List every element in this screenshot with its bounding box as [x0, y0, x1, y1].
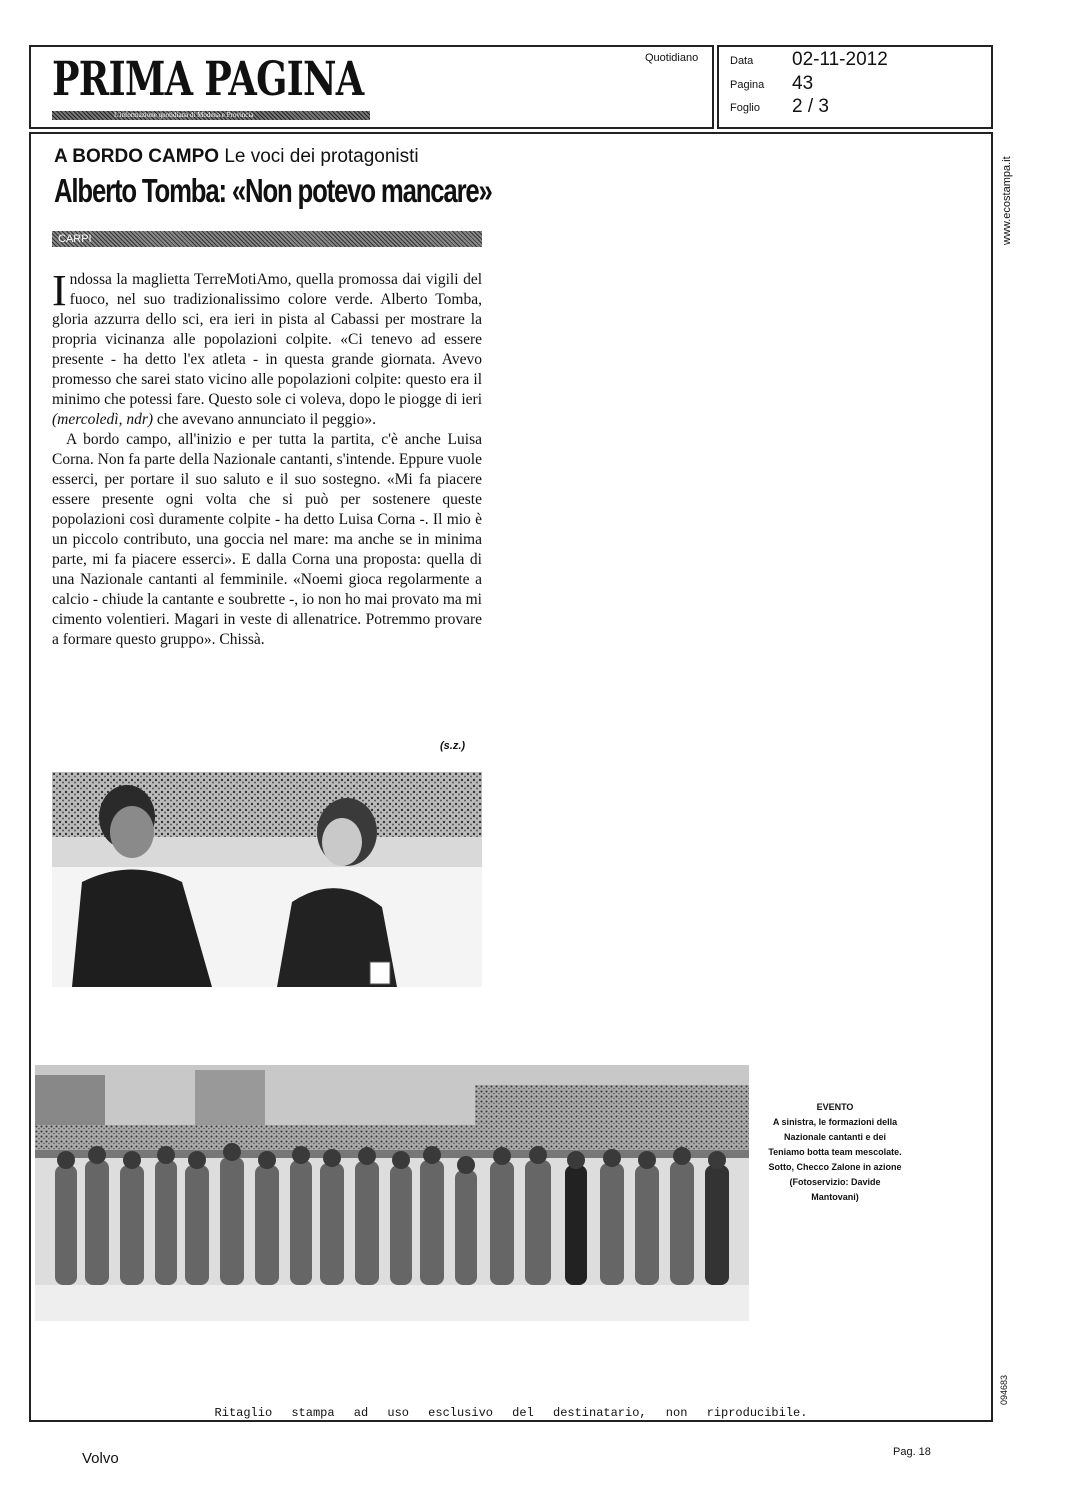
footer-client: Volvo: [82, 1450, 119, 1467]
page-value: 43: [792, 73, 814, 94]
article-paragraph-1: [52, 266, 482, 430]
disclaimer: Ritaglio stampa ad uso esclusivo del destinatario, non riproducibile.: [214, 1406, 808, 1420]
sheet-value: 2 / 3: [792, 96, 829, 117]
side-url: www.ecostampa.it: [1001, 156, 1013, 245]
headline: Alberto Tomba: «Non potevo mancare»: [54, 172, 492, 209]
caption-title: EVENTO: [816, 1102, 854, 1112]
section-name: A BORDO CAMPO: [54, 146, 220, 167]
section-subtitle: Le voci dei protagonisti: [224, 146, 419, 167]
article-body: [52, 266, 482, 650]
sheet-label: Foglio: [730, 102, 760, 114]
section-kicker: [54, 146, 419, 168]
photo-tomba-corna: [52, 772, 482, 987]
article-paragraph-2: A bordo campo, all'inizio e per tutta la partita, c'è anche Luisa Corna. Non fa parte della Nazionale cantanti, s'intende. Eppure vuole esserci, per portare il suo saluto e il suo sostegno. «Mi fa piacere essere presente ogni volta che si può per sostenere queste popolazioni così duramente colpite - ha detto Luisa Corna -. Il mio è un piccolo contributo, una goccia nel mare: ma anche se in minima parte, mi fa piacere esserci». E dalla Corna una proposta: quella di una Nazionale cantanti al femminile. «Noemi gioca regolarmente a calcio - chiude la cantante e soubrette -, io non ho mai provato ma mi cimento volentieri. Magari in veste di allenatrice. Potremmo provare a formare questo gruppo». Chissà.: [52, 431, 482, 648]
footer-page-number: Pag. 18: [893, 1446, 931, 1458]
photo-team-lineup: [35, 1065, 749, 1321]
photo-caption: [765, 1100, 905, 1205]
caption-text: A sinistra, le formazioni della Nazionale cantanti e dei Teniamo botta team mescolate. Sotto, Checco Zalone in azione (Fotoservizio: Davide Mantovani): [768, 1117, 902, 1202]
masthead-logo: PRIMA PAGINA: [52, 52, 364, 107]
side-code: 094683: [999, 1374, 1009, 1405]
date-value: 02-11-2012: [792, 49, 888, 70]
date-label: Data: [730, 55, 754, 67]
location-bar: CARPI: [52, 231, 482, 247]
paragraph-1-end: che avevano annunciato il peggio».: [156, 411, 376, 428]
paragraph-1-italic: (mercoledì, ndr): [52, 411, 154, 428]
paragraph-1-text: Indossa la maglietta TerreMotiAmo, quella promossa dai vigili del fuoco, nel suo tradizionalissimo colore verde. Alberto Tomba, gloria azzurra dello sci, era ieri in pista al Cabassi per mostrare la propria vicinanza alle popolazioni colpite. «Ci tenevo ad essere presente - ha detto l'ex atleta - in questa grande giornata. Avevo promesso che sarei stato vicino alle popolazioni colpite: questo era il minimo che potessi fare. Questo sole ci voleva, dopo le piogge di ieri: [52, 266, 482, 408]
masthead-tagline: L'informazione quotidiana di Modena e Provincia: [52, 111, 370, 120]
page-label: Pagina: [730, 79, 765, 91]
author-signature: (s.z.): [440, 740, 466, 752]
publication-type: Quotidiano: [645, 52, 699, 64]
